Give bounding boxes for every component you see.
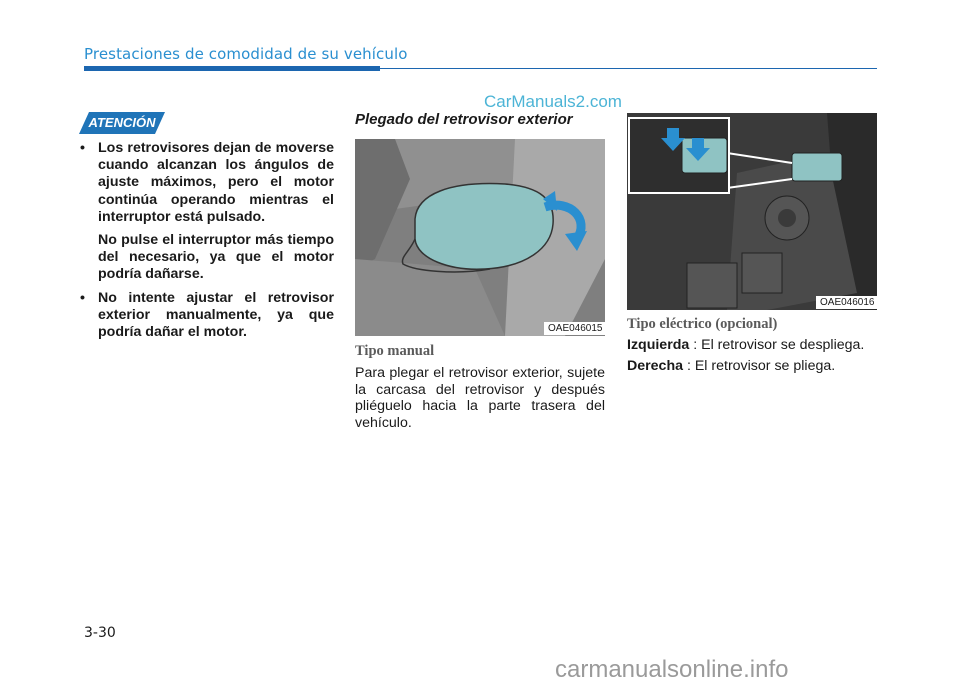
warning-bullet-1: • Los retrovisores dejan de moverse cuando alcanzan los ángulos de ajuste máximos, pero el motor continúa operando mientras el interruptor está pulsado. [80, 140, 334, 226]
warning-bullet-2: • No intente ajustar el retrovisor exterior manualmente, ya que podría dañar el motor. [80, 290, 334, 342]
header-rule-thin [380, 68, 877, 69]
figure2-code: OAE046016 [816, 296, 879, 309]
manual-type-text: Para plegar el retrovisor exterior, sujete la carcasa del retrovisor y después pliéguelo hacia la parte trasera del vehículo. [355, 365, 605, 431]
page-number: 3-30 [84, 625, 116, 641]
folding-title: Plegado del retrovisor exterior [355, 111, 573, 128]
watermark-top: CarManuals2.com [484, 92, 622, 111]
electric-switch-illustration [627, 113, 877, 310]
section-title: Prestaciones de comodidad de su vehículo [84, 45, 408, 63]
left-label: Izquierda [627, 337, 690, 353]
right-label: Derecha [627, 358, 683, 374]
warning-note: No pulse el interruptor más tiempo del necesario, ya que el motor podría dañarse. [98, 232, 334, 283]
manual-type-title: Tipo manual [355, 343, 435, 359]
figure1-code: OAE046015 [544, 322, 607, 335]
warning-body [80, 140, 334, 347]
left-text: : El retrovisor se despliega. [689, 337, 865, 353]
warning-badge-label: ATENCIÓN [88, 115, 156, 130]
electric-right-line [627, 358, 889, 375]
electric-left-line [627, 337, 889, 354]
electric-type-title: Tipo eléctrico (opcional) [627, 316, 778, 332]
manual-mirror-illustration [355, 139, 605, 336]
right-text: : El retrovisor se pliega. [683, 358, 836, 374]
header-rule-thick [84, 66, 380, 71]
watermark-bottom: carmanualsonline.info [555, 656, 789, 683]
